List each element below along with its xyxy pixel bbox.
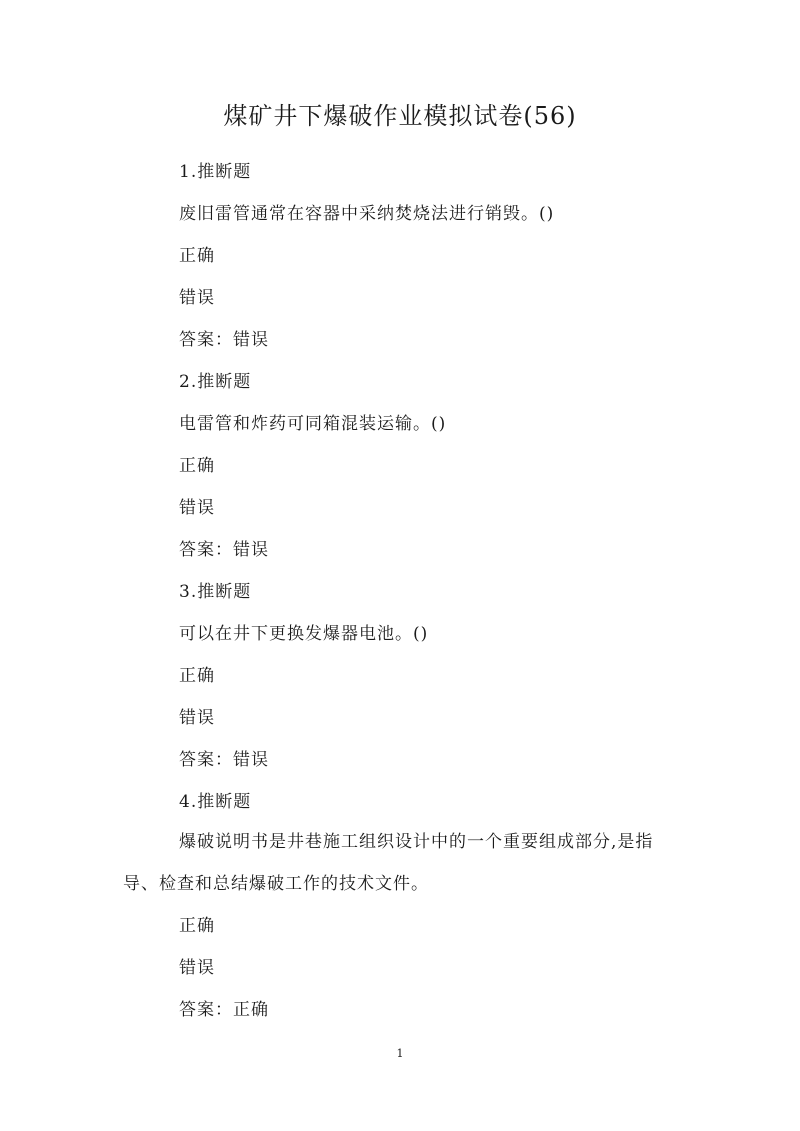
question-4-option-wrong: 错误 [179, 958, 215, 978]
question-4-stem-line-1: 爆破说明书是井巷施工组织设计中的一个重要组成部分,是指 [179, 832, 654, 852]
question-1-answer: 答案：错误 [179, 330, 269, 350]
question-3-answer: 答案：错误 [179, 750, 269, 770]
page-number: 1 [396, 1047, 404, 1060]
question-2-answer: 答案：错误 [179, 540, 269, 560]
document-title: 煤矿井下爆破作业模拟试卷(56) [223, 102, 577, 130]
question-2-option-wrong: 错误 [179, 498, 215, 518]
question-1-stem: 废旧雷管通常在容器中采纳焚烧法进行销毁。() [179, 204, 555, 224]
question-1-header: 1.推断题 [179, 162, 252, 182]
question-4-option-correct: 正确 [179, 916, 215, 936]
question-3-stem: 可以在井下更换发爆器电池。() [179, 624, 429, 644]
question-3-option-correct: 正确 [179, 666, 215, 686]
question-4-answer: 答案：正确 [179, 1000, 269, 1020]
question-2-header: 2.推断题 [179, 372, 252, 392]
question-3-option-wrong: 错误 [179, 708, 215, 728]
question-3-header: 3.推断题 [179, 582, 252, 602]
question-2-option-correct: 正确 [179, 456, 215, 476]
question-4-stem-line-2: 导、检查和总结爆破工作的技术文件。 [123, 874, 429, 894]
question-4-header: 4.推断题 [179, 792, 252, 812]
question-1-option-correct: 正确 [179, 246, 215, 266]
question-1-option-wrong: 错误 [179, 288, 215, 308]
question-2-stem: 电雷管和炸药可同箱混装运输。() [179, 414, 447, 434]
